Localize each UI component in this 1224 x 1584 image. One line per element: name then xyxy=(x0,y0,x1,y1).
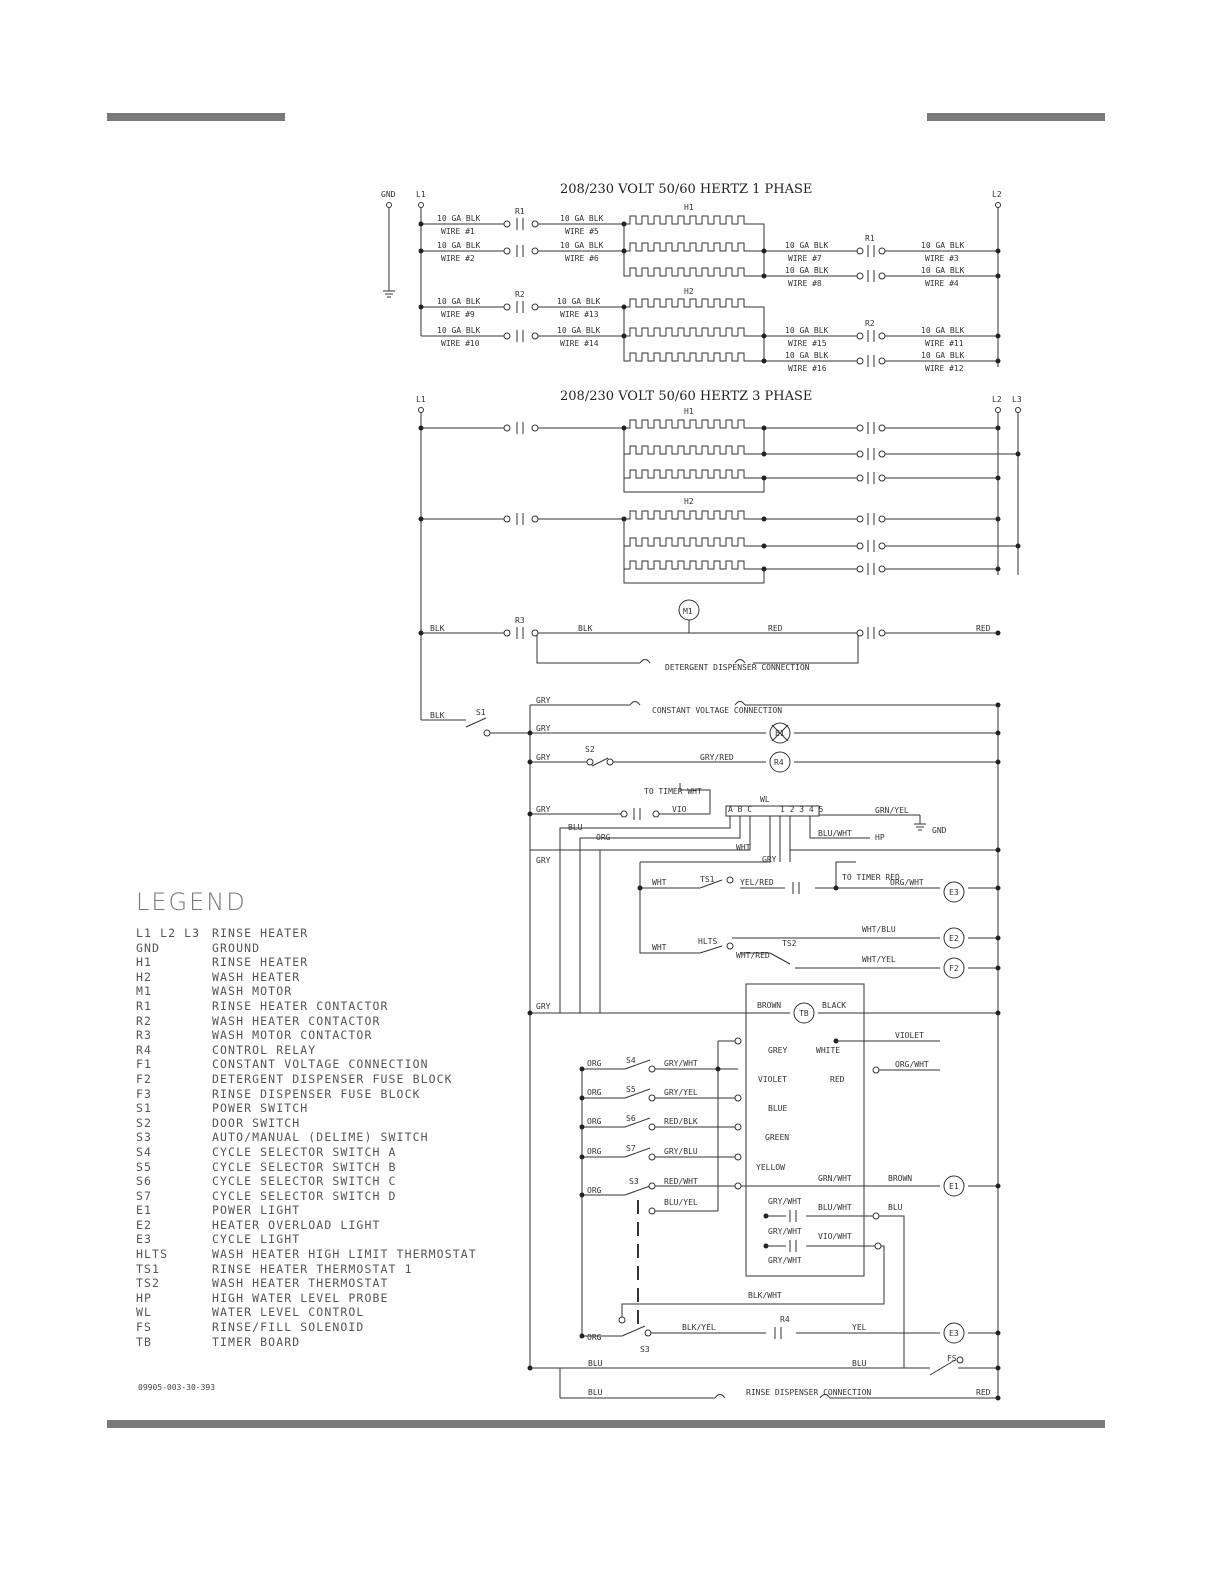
label-wl: WL xyxy=(760,795,770,804)
legend-desc: WASH HEATER xyxy=(212,969,301,984)
legend-code: F1 xyxy=(136,1057,153,1072)
label-vio: VIO xyxy=(672,805,687,814)
label-wire9: WIRE #9 xyxy=(441,310,475,319)
label-blue-tb: BLUE xyxy=(768,1104,788,1113)
label-wire12: WIRE #12 xyxy=(925,364,964,373)
legend-code: S2 xyxy=(136,1115,153,1130)
label-wire1: WIRE #1 xyxy=(441,227,475,236)
label-blu-yel: BLU/YEL xyxy=(664,1198,698,1207)
legend-row xyxy=(136,941,477,956)
legend-code: TS2 xyxy=(136,1276,161,1291)
label-blu-rinse: BLU xyxy=(588,1388,603,1397)
label-s2: S2 xyxy=(585,745,595,754)
legend-row xyxy=(136,984,477,999)
label-gry-yel: GRY/YEL xyxy=(664,1088,698,1097)
label-f2: F2 xyxy=(949,964,959,973)
label-violet-tb: VIOLET xyxy=(758,1075,787,1084)
legend-desc: CYCLE SELECTOR SWITCH A xyxy=(212,1144,397,1159)
label-wire15: WIRE #15 xyxy=(788,339,827,348)
label-grn-yel: GRN/YEL xyxy=(875,806,909,815)
legend-row xyxy=(136,1145,477,1160)
label-e2: E2 xyxy=(949,934,959,943)
label-org-s6: ORG xyxy=(587,1117,602,1126)
label-wht-ts1: WHT xyxy=(652,878,667,887)
label-wire3: WIRE #3 xyxy=(925,254,959,263)
label-ga-11: 10 GA BLK xyxy=(921,326,965,335)
label-gnd-2: GND xyxy=(932,826,947,835)
legend-desc: CYCLE SELECTOR SWITCH D xyxy=(212,1188,397,1203)
legend-row xyxy=(136,1203,477,1218)
legend-desc: WASH MOTOR CONTACTOR xyxy=(212,1028,373,1043)
legend-code: S7 xyxy=(136,1188,153,1203)
legend-desc: WATER LEVEL CONTROL xyxy=(212,1305,365,1320)
label-blk-motor-2: BLK xyxy=(578,624,593,633)
label-gry-5: GRY xyxy=(536,856,551,865)
label-e1: E1 xyxy=(775,729,785,738)
title-1phase: 208/230 VOLT 50/60 HERTZ 1 PHASE xyxy=(560,182,813,197)
label-r1-b: R1 xyxy=(865,234,875,243)
legend-code: HP xyxy=(136,1290,153,1305)
legend-code: WL xyxy=(136,1305,153,1320)
legend-desc: CONTROL RELAY xyxy=(212,1042,317,1057)
label-ga-16: 10 GA BLK xyxy=(785,351,829,360)
label-org-wht: ORG/WHT xyxy=(890,878,924,887)
label-org-ctrl: ORG xyxy=(596,833,611,842)
label-gnd: GND xyxy=(381,190,396,199)
label-wire7: WIRE #7 xyxy=(788,254,822,263)
label-s3-top: S3 xyxy=(629,1177,639,1186)
legend-code: R2 xyxy=(136,1013,153,1028)
legend-row xyxy=(136,926,477,941)
title-3phase: 208/230 VOLT 50/60 HERTZ 3 PHASE xyxy=(560,389,813,404)
legend-code: L1 L2 L3 xyxy=(136,926,201,940)
legend-row xyxy=(136,955,477,970)
label-l1-1ph: L1 xyxy=(416,190,426,199)
legend xyxy=(136,888,477,1349)
label-l1-3ph: L1 xyxy=(416,395,426,404)
label-gry-4: GRY xyxy=(536,805,551,814)
label-green-tb: GREEN xyxy=(765,1133,790,1142)
label-gry-wht-1: GRY/WHT xyxy=(768,1197,802,1206)
label-wht-ctrl: WHT xyxy=(736,843,751,852)
legend-desc: TIMER BOARD xyxy=(212,1334,301,1349)
label-gry-wht-3: GRY/WHT xyxy=(768,1256,802,1265)
legend-row xyxy=(136,1218,477,1233)
label-wire13: WIRE #13 xyxy=(560,310,599,319)
label-e3: E3 xyxy=(949,888,959,897)
label-l2-1ph: L2 xyxy=(992,190,1002,199)
legend-code: R3 xyxy=(136,1028,153,1043)
legend-row xyxy=(136,1130,477,1145)
label-vio-wht: VIO/WHT xyxy=(818,1232,852,1241)
label-ga-14: 10 GA BLK xyxy=(557,326,601,335)
label-ga-12: 10 GA BLK xyxy=(921,351,965,360)
label-org-wht-out: ORG/WHT xyxy=(895,1060,929,1069)
legend-code: R4 xyxy=(136,1042,153,1057)
label-wire5: WIRE #5 xyxy=(565,227,599,236)
label-red-motor: RED xyxy=(768,624,783,633)
label-gry-red: GRY/RED xyxy=(700,753,734,762)
legend-row xyxy=(136,1072,477,1087)
legend-code: H2 xyxy=(136,969,153,984)
legend-desc: WASH HEATER THERMOSTAT xyxy=(212,1276,389,1291)
legend-desc: CYCLE SELECTOR SWITCH B xyxy=(212,1159,397,1174)
label-org-s3b: ORG xyxy=(587,1333,602,1342)
doc-number: 09905-003-30-393 xyxy=(138,1383,216,1392)
legend-code: E1 xyxy=(136,1203,153,1218)
legend-code: FS xyxy=(136,1320,153,1335)
legend-code: E2 xyxy=(136,1217,153,1232)
legend-row xyxy=(136,1262,477,1277)
legend-desc: GROUND xyxy=(212,940,261,955)
label-ga-13: 10 GA BLK xyxy=(557,297,601,306)
label-gry-ctrl: GRY xyxy=(762,855,777,864)
label-gry-wht-s4: GRY/WHT xyxy=(664,1059,698,1068)
label-e3-bottom: E3 xyxy=(949,1329,959,1338)
legend-title: LEGEND xyxy=(136,888,247,916)
label-abc: A B C xyxy=(728,805,753,814)
label-h1-1ph: H1 xyxy=(684,203,694,212)
label-ga-1: 10 GA BLK xyxy=(437,214,481,223)
legend-code: F2 xyxy=(136,1071,153,1086)
legend-code: GND xyxy=(136,940,161,955)
label-blu-fs-2: BLU xyxy=(852,1359,867,1368)
label-ts1: TS1 xyxy=(700,875,715,884)
legend-desc: WASH HEATER CONTACTOR xyxy=(212,1013,381,1028)
label-fs: FS xyxy=(947,1354,957,1363)
label-wht-yel: WHT/YEL xyxy=(862,955,896,964)
label-s5: S5 xyxy=(626,1085,636,1094)
label-red-wht: RED/WHT xyxy=(664,1177,698,1186)
legend-desc: RINSE HEATER THERMOSTAT 1 xyxy=(212,1261,413,1276)
label-yellow-tb: YELLOW xyxy=(756,1163,785,1172)
label-gry-6: GRY xyxy=(536,1002,551,1011)
label-wl-terms: 1 2 3 4 5 xyxy=(780,805,824,814)
label-org-s5: ORG xyxy=(587,1088,602,1097)
label-detergent-conn: DETERGENT DISPENSER CONNECTION xyxy=(665,663,810,672)
label-e1-bottom: E1 xyxy=(949,1182,959,1191)
legend-desc: POWER LIGHT xyxy=(212,1203,301,1218)
label-r4: R4 xyxy=(774,758,784,767)
legend-code: S3 xyxy=(136,1130,153,1145)
label-wht-red: WHT/RED xyxy=(736,951,770,960)
legend-row xyxy=(136,1247,477,1262)
legend-row xyxy=(136,1189,477,1204)
label-wire4: WIRE #4 xyxy=(925,279,959,288)
label-white: WHITE xyxy=(816,1046,841,1055)
label-ga-5: 10 GA BLK xyxy=(560,214,604,223)
label-gry-1: GRY xyxy=(536,696,551,705)
legend-row xyxy=(136,1014,477,1029)
legend-row xyxy=(136,1087,477,1102)
label-h1-3ph: H1 xyxy=(684,407,694,416)
label-yel: YEL xyxy=(852,1323,867,1332)
label-r2-a: R2 xyxy=(515,290,525,299)
label-wire14: WIRE #14 xyxy=(560,339,599,348)
label-blu-tb: BLU xyxy=(888,1203,903,1212)
legend-row xyxy=(136,999,477,1014)
label-wht-blu: WHT/BLU xyxy=(862,925,896,934)
legend-desc: RINSE/FILL SOLENOID xyxy=(212,1320,365,1335)
legend-code: E3 xyxy=(136,1232,153,1247)
legend-desc: WASH HEATER HIGH LIMIT THERMOSTAT xyxy=(212,1247,477,1262)
label-to-timer-wht: TO TIMER WHT xyxy=(644,787,702,796)
label-wire11: WIRE #11 xyxy=(925,339,964,348)
label-r1-a: R1 xyxy=(515,207,525,216)
legend-desc: HIGH WATER LEVEL PROBE xyxy=(212,1290,389,1305)
legend-desc: RINSE HEATER xyxy=(212,955,309,970)
label-ga-9: 10 GA BLK xyxy=(437,297,481,306)
label-m1: M1 xyxy=(683,607,693,616)
label-red-blk: RED/BLK xyxy=(664,1117,698,1126)
label-ga-7: 10 GA BLK xyxy=(785,241,829,250)
legend-desc: RINSE HEATER CONTACTOR xyxy=(212,998,389,1013)
legend-code: F3 xyxy=(136,1086,153,1101)
legend-list xyxy=(136,926,477,1349)
legend-desc: HEATER OVERLOAD LIGHT xyxy=(212,1217,381,1232)
label-grey: GREY xyxy=(768,1046,788,1055)
label-blk-yel: BLK/YEL xyxy=(682,1323,716,1332)
legend-code: S4 xyxy=(136,1144,153,1159)
label-red-rinse: RED xyxy=(976,1388,991,1397)
label-org-s3: ORG xyxy=(587,1186,602,1195)
legend-desc: AUTO/MANUAL (DELIME) SWITCH xyxy=(212,1130,429,1145)
legend-row xyxy=(136,1160,477,1175)
label-blk-wht: BLK/WHT xyxy=(748,1291,782,1300)
legend-row xyxy=(136,1291,477,1306)
label-blu-wht-2: BLU/WHT xyxy=(818,1203,852,1212)
label-gry-3: GRY xyxy=(536,753,551,762)
label-ga-4: 10 GA BLK xyxy=(921,266,965,275)
legend-desc: RINSE HEATER xyxy=(212,926,309,940)
label-yel-red: YEL/RED xyxy=(740,878,774,887)
label-rinse-conn: RINSE DISPENSER CONNECTION xyxy=(746,1388,872,1397)
legend-row xyxy=(136,1116,477,1131)
label-constant-voltage-conn: CONSTANT VOLTAGE CONNECTION xyxy=(652,706,783,715)
label-violet-out: VIOLET xyxy=(895,1031,924,1040)
label-wht-hlts: WHT xyxy=(652,943,667,952)
label-r3: R3 xyxy=(515,616,525,625)
label-ga-10: 10 GA BLK xyxy=(437,326,481,335)
legend-row xyxy=(136,1320,477,1335)
label-blk-motor: BLK xyxy=(430,624,445,633)
legend-desc: CONSTANT VOLTAGE CONNECTION xyxy=(212,1057,429,1072)
label-tb: TB xyxy=(799,1009,809,1018)
label-gry-blu: GRY/BLU xyxy=(664,1147,698,1156)
legend-desc: POWER SWITCH xyxy=(212,1101,309,1116)
legend-desc: DOOR SWITCH xyxy=(212,1115,301,1130)
legend-row xyxy=(136,1057,477,1072)
label-s3-bottom: S3 xyxy=(640,1345,650,1354)
label-gry-2: GRY xyxy=(536,724,551,733)
legend-row xyxy=(136,1043,477,1058)
label-blu-ctrl: BLU xyxy=(568,823,583,832)
legend-desc: CYCLE SELECTOR SWITCH C xyxy=(212,1174,397,1189)
legend-code: S6 xyxy=(136,1174,153,1189)
legend-desc: CYCLE LIGHT xyxy=(212,1232,301,1247)
label-h2-1ph: H2 xyxy=(684,287,694,296)
legend-row xyxy=(136,1276,477,1291)
legend-code: S1 xyxy=(136,1101,153,1116)
label-ga-3: 10 GA BLK xyxy=(921,241,965,250)
label-wire2: WIRE #2 xyxy=(441,254,475,263)
label-s4: S4 xyxy=(626,1056,636,1065)
label-s1: S1 xyxy=(476,708,486,717)
label-s6: S6 xyxy=(626,1114,636,1123)
label-gry-wht-2: GRY/WHT xyxy=(768,1227,802,1236)
legend-row xyxy=(136,1174,477,1189)
label-ga-2: 10 GA BLK xyxy=(437,241,481,250)
label-wire10: WIRE #10 xyxy=(441,339,480,348)
label-wire16: WIRE #16 xyxy=(788,364,827,373)
legend-code: HLTS xyxy=(136,1247,169,1262)
legend-code: S5 xyxy=(136,1159,153,1174)
label-hlts: HLTS xyxy=(698,937,718,946)
legend-row xyxy=(136,1335,477,1350)
label-blk-s1: BLK xyxy=(430,711,445,720)
label-org-s7: ORG xyxy=(587,1147,602,1156)
legend-row xyxy=(136,1028,477,1043)
legend-row xyxy=(136,970,477,985)
label-hp: HP xyxy=(875,833,885,842)
label-ts2: TS2 xyxy=(782,939,797,948)
label-blu-fs: BLU xyxy=(588,1359,603,1368)
legend-code: TS1 xyxy=(136,1261,161,1276)
legend-desc: DETERGENT DISPENSER FUSE BLOCK xyxy=(212,1071,453,1086)
legend-row xyxy=(136,1305,477,1320)
label-red-tb: RED xyxy=(830,1075,845,1084)
label-r4-bottom: R4 xyxy=(780,1315,790,1324)
label-wire8: WIRE #8 xyxy=(788,279,822,288)
label-red-motor-2: RED xyxy=(976,624,991,633)
legend-row xyxy=(136,1101,477,1116)
label-ga-6: 10 GA BLK xyxy=(560,241,604,250)
label-black: BLACK xyxy=(822,1001,847,1010)
label-brown-e1: BROWN xyxy=(888,1174,913,1183)
label-s7: S7 xyxy=(626,1144,636,1153)
legend-desc: RINSE DISPENSER FUSE BLOCK xyxy=(212,1086,421,1101)
legend-code: R1 xyxy=(136,998,153,1013)
label-l3-3ph: L3 xyxy=(1012,395,1022,404)
label-wire6: WIRE #6 xyxy=(565,254,599,263)
label-brown: BROWN xyxy=(757,1001,782,1010)
label-grn-wht: GRN/WHT xyxy=(818,1174,852,1183)
label-ga-15: 10 GA BLK xyxy=(785,326,829,335)
label-l2-3ph: L2 xyxy=(992,395,1002,404)
label-blu-wht: BLU/WHT xyxy=(818,829,852,838)
label-org-s4: ORG xyxy=(587,1059,602,1068)
legend-row xyxy=(136,1232,477,1247)
legend-code: H1 xyxy=(136,955,153,970)
label-to-timer-red: TO TIMER RED xyxy=(842,873,900,882)
label-h2-3ph: H2 xyxy=(684,497,694,506)
label-r2-b: R2 xyxy=(865,319,875,328)
label-ga-8: 10 GA BLK xyxy=(785,266,829,275)
legend-code: M1 xyxy=(136,984,153,999)
legend-desc: WASH MOTOR xyxy=(212,984,293,999)
legend-code: TB xyxy=(136,1334,153,1349)
